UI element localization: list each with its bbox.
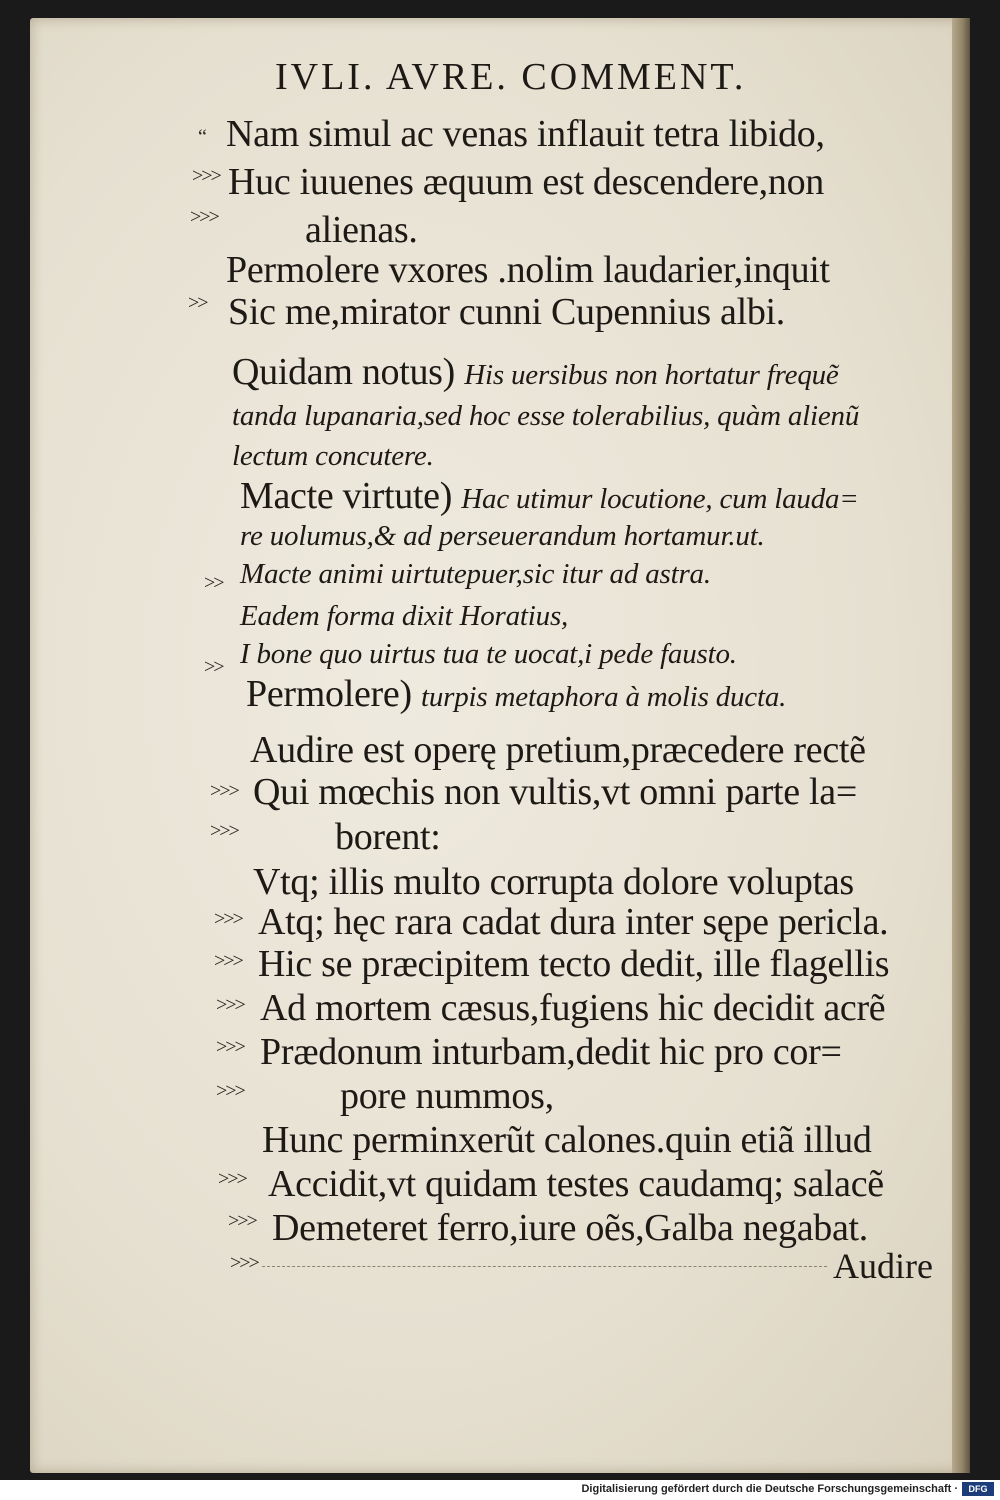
- commentary-line: Eadem forma dixit Horatius,: [240, 600, 569, 632]
- quote-marker: >>: [204, 572, 223, 594]
- commentary-line: lectum concutere.: [232, 440, 434, 472]
- commentary-line: tanda lupanaria,sed hoc esse tolerabilius, quàm alienũ: [232, 400, 860, 432]
- commentary-lemma: Quidam notus): [232, 351, 456, 393]
- verse-line: pore nummos,: [340, 1075, 554, 1117]
- quote-marker: >>>: [210, 780, 238, 802]
- verse-line: Hic se præcipitem tecto dedit, ille flagellis: [258, 943, 890, 985]
- verse-line: Sic me,mirator cunni Cupennius albi.: [228, 291, 785, 333]
- commentary-quote: Macte animi uirtutepuer,sic itur ad astra.: [240, 558, 711, 590]
- page-edge: [952, 18, 970, 1473]
- dfg-logo: DFG: [962, 1482, 994, 1496]
- commentary-line: re uolumus,& ad perseuerandum hortamur.ut.: [240, 520, 765, 552]
- verse-line: Qui mœchis non vultis,vt omni parte la=: [253, 771, 857, 813]
- quote-marker: >>>: [190, 206, 218, 228]
- verse-line: Huc iuuenes æquum est descendere,non: [228, 161, 824, 203]
- verse-line: Atq; hęc rara cadat dura inter sępe pericla.: [258, 901, 889, 943]
- commentary-line: [246, 672, 786, 716]
- verse-line: Hunc perminxerũt calones.quin etiã illud: [262, 1119, 872, 1161]
- verse-line: alienas.: [305, 209, 418, 251]
- quote-marker: >>>: [216, 1036, 244, 1058]
- commentary-lemma: Macte virtute): [240, 475, 453, 517]
- verse-line: Permolere vxores .nolim laudarier,inquit: [226, 249, 830, 291]
- quote-marker: >>>: [192, 165, 220, 187]
- commentary-quote: I bone quo uirtus tua te uocat,i pede fausto.: [240, 638, 737, 670]
- quote-marker: >>>: [230, 1252, 258, 1274]
- divider-rule: [262, 1266, 827, 1267]
- quote-marker: >>: [188, 292, 207, 314]
- verse-line: Demeteret ferro,iure oẽs,Galba negabat.: [272, 1207, 868, 1249]
- commentary-text: His uersibus non hortatur frequẽ: [464, 359, 839, 391]
- verse-line: Audire est operę pretium,præcedere rectẽ: [250, 729, 866, 771]
- commentary-line: [232, 350, 839, 394]
- funding-credit: Digitalisierung gefördert durch die Deutsche Forschungsgemeinschaft ·: [581, 1483, 958, 1495]
- quote-marker: >>>: [214, 908, 242, 930]
- verse-line: Vtq; illis multo corrupta dolore voluptas: [253, 861, 854, 903]
- commentary-text: turpis metaphora à molis ducta.: [421, 681, 787, 713]
- catchword: Audire: [833, 1246, 933, 1286]
- quote-marker: >>>: [214, 950, 242, 972]
- quote-marker: >>>: [218, 1168, 246, 1190]
- running-header: IVLI. AVRE. COMMENT.: [275, 56, 747, 98]
- commentary-line: [240, 474, 859, 518]
- commentary-text: Hac utimur locutione, cum lauda=: [461, 483, 859, 515]
- quote-marker: >>: [204, 656, 223, 678]
- verse-line: Accidit,vt quidam testes caudamq; salacẽ: [268, 1163, 884, 1205]
- quote-marker: >>>: [216, 994, 244, 1016]
- verse-line: Nam simul ac venas inflauit tetra libido,: [226, 113, 825, 155]
- quote-marker: “: [198, 126, 205, 148]
- quote-marker: >>>: [228, 1210, 256, 1232]
- verse-line: borent:: [335, 816, 441, 858]
- commentary-lemma: Permolere): [246, 673, 412, 715]
- verse-line: Ad mortem cæsus,fugiens hic decidit acrẽ: [260, 987, 886, 1029]
- quote-marker: >>>: [216, 1080, 244, 1102]
- quote-marker: >>>: [210, 820, 238, 842]
- verse-line: Prædonum inturbam,dedit hic pro cor=: [260, 1031, 842, 1073]
